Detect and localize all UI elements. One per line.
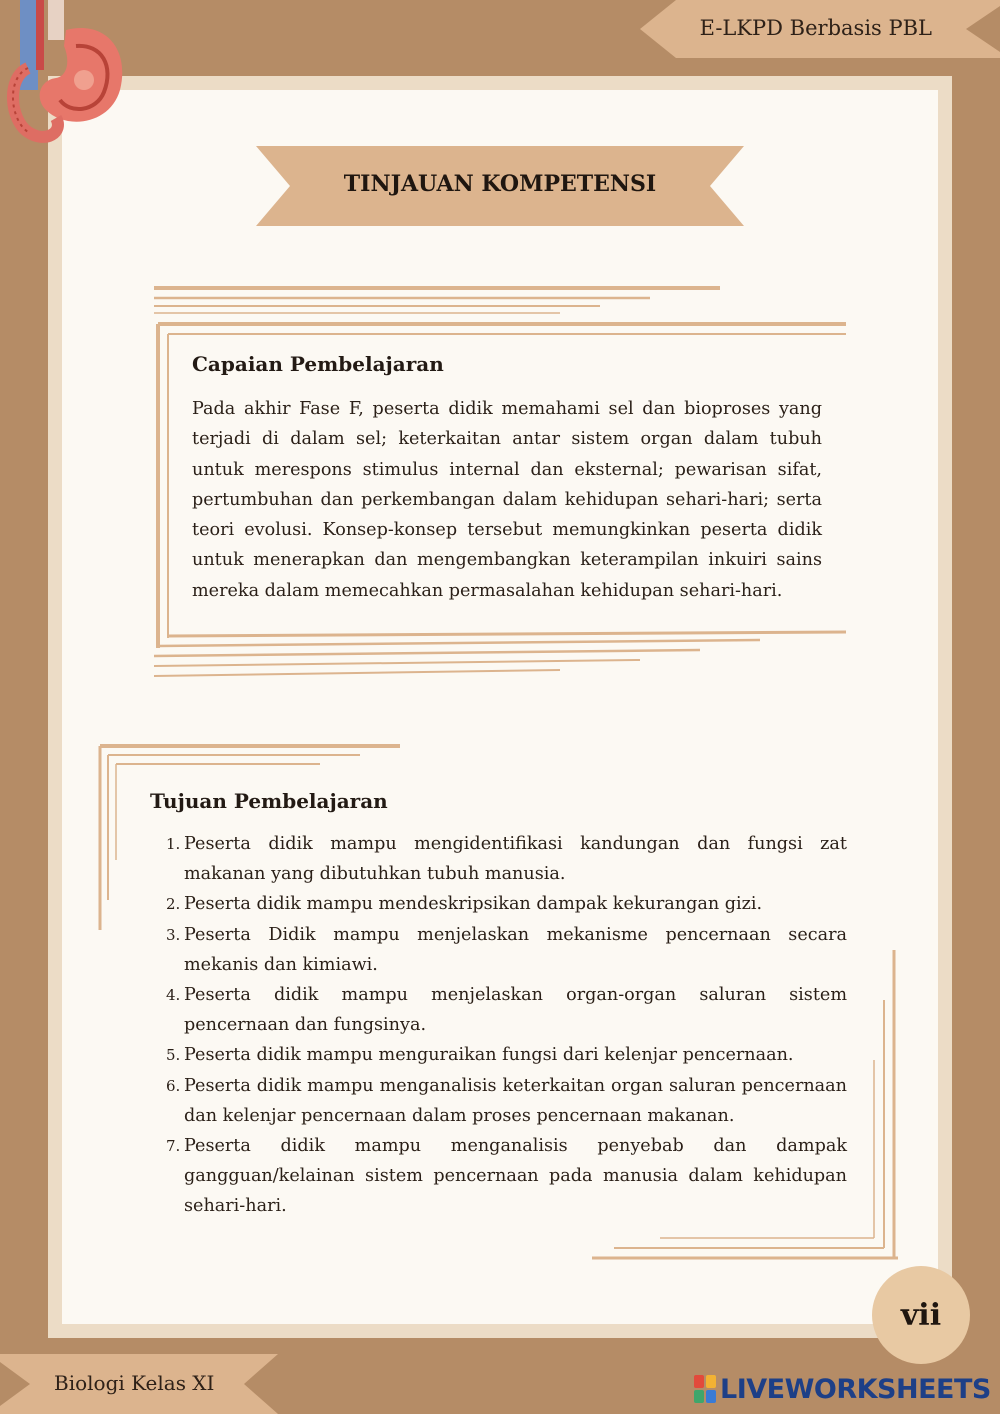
list-item-number: 1.	[166, 835, 181, 853]
header-ribbon-text: E-LKPD Berbasis PBL	[699, 16, 932, 40]
tujuan-heading: Tujuan Pembelajaran	[150, 789, 388, 813]
capaian-heading: Capaian Pembelajaran	[192, 352, 444, 376]
footer-ribbon-text: Biologi Kelas XI	[54, 1371, 215, 1395]
list-item-text: Peserta Didik mampu menjelaskan mekanisme pencernaan secara mekanis dan kimiawi.	[184, 924, 847, 975]
tujuan-list	[150, 829, 847, 1222]
list-item-number: 2.	[166, 895, 181, 914]
liveworksheets-logo-icon	[694, 1375, 716, 1403]
list-item-text: Peserta didik mampu menganalisis penyebab dan dampak gangguan/kelainan sistem pencernaan pada manusia dalam kehidupan sehari-hari.	[184, 1136, 847, 1217]
list-item	[150, 980, 847, 1040]
liveworksheets-watermark	[694, 1372, 991, 1406]
deco-stripe	[154, 650, 700, 656]
capaian-paragraph: Pada akhir Fase F, peserta didik memahami sel dan bioproses yang terjadi di dalam sel; keterkaitan antar sistem organ dalam tubuh untuk merespons stimulus internal dan eksternal; pewarisan sifat, pertumbuhan dan perkembangan dalam kehidupan sehari-hari; serta teori evolusi. Konsep-konsep tersebut memungkinkan peserta didik untuk menerapkan dan mengembangkan keterampilan inkuiri sains mereka dalam memecahkan permasalahan kehidupan sehari-hari.	[192, 399, 822, 601]
list-item-text: Peserta didik mampu mengidentifikasi kandungan dan fungsi zat makanan yang dibutuhkan tubuh manusia.	[184, 834, 847, 885]
list-item	[150, 1071, 847, 1131]
deco-stripe	[154, 660, 640, 666]
footer-ribbon	[0, 1354, 278, 1414]
page-number: vii	[900, 1297, 942, 1333]
list-item-number: 7.	[166, 1137, 181, 1156]
deco-stripe	[158, 640, 760, 646]
deco-stripe	[154, 670, 560, 676]
list-item-text: Peserta didik mampu menguraikan fungsi dari kelenjar pencernaan.	[184, 1045, 794, 1066]
list-item-text: Peserta didik mampu menjelaskan organ-organ saluran sistem pencernaan dan fungsinya.	[184, 985, 847, 1036]
list-item-number: 5.	[166, 1046, 181, 1065]
page-title: TINJAUAN KOMPETENSI	[343, 171, 657, 197]
list-item	[150, 1040, 847, 1070]
list-item	[150, 920, 847, 980]
list-item-text: Peserta didik mampu mendeskripsikan dampak kekurangan gizi.	[184, 894, 763, 915]
deco-stripe	[168, 632, 846, 636]
list-item	[150, 1131, 847, 1222]
liveworksheets-wordmark: LIVEWORKSHEETS	[720, 1373, 991, 1405]
list-item-number: 4.	[166, 986, 181, 1005]
list-item	[150, 889, 847, 919]
page-number-badge	[872, 1266, 970, 1364]
list-item-number: 6.	[166, 1076, 181, 1095]
list-item-number: 3.	[166, 925, 181, 944]
list-item	[150, 829, 847, 889]
list-item-text: Peserta didik mampu menganalisis keterkaitan organ saluran pencernaan dan kelenjar pencernaan dalam proses pencernaan makanan.	[184, 1075, 847, 1126]
